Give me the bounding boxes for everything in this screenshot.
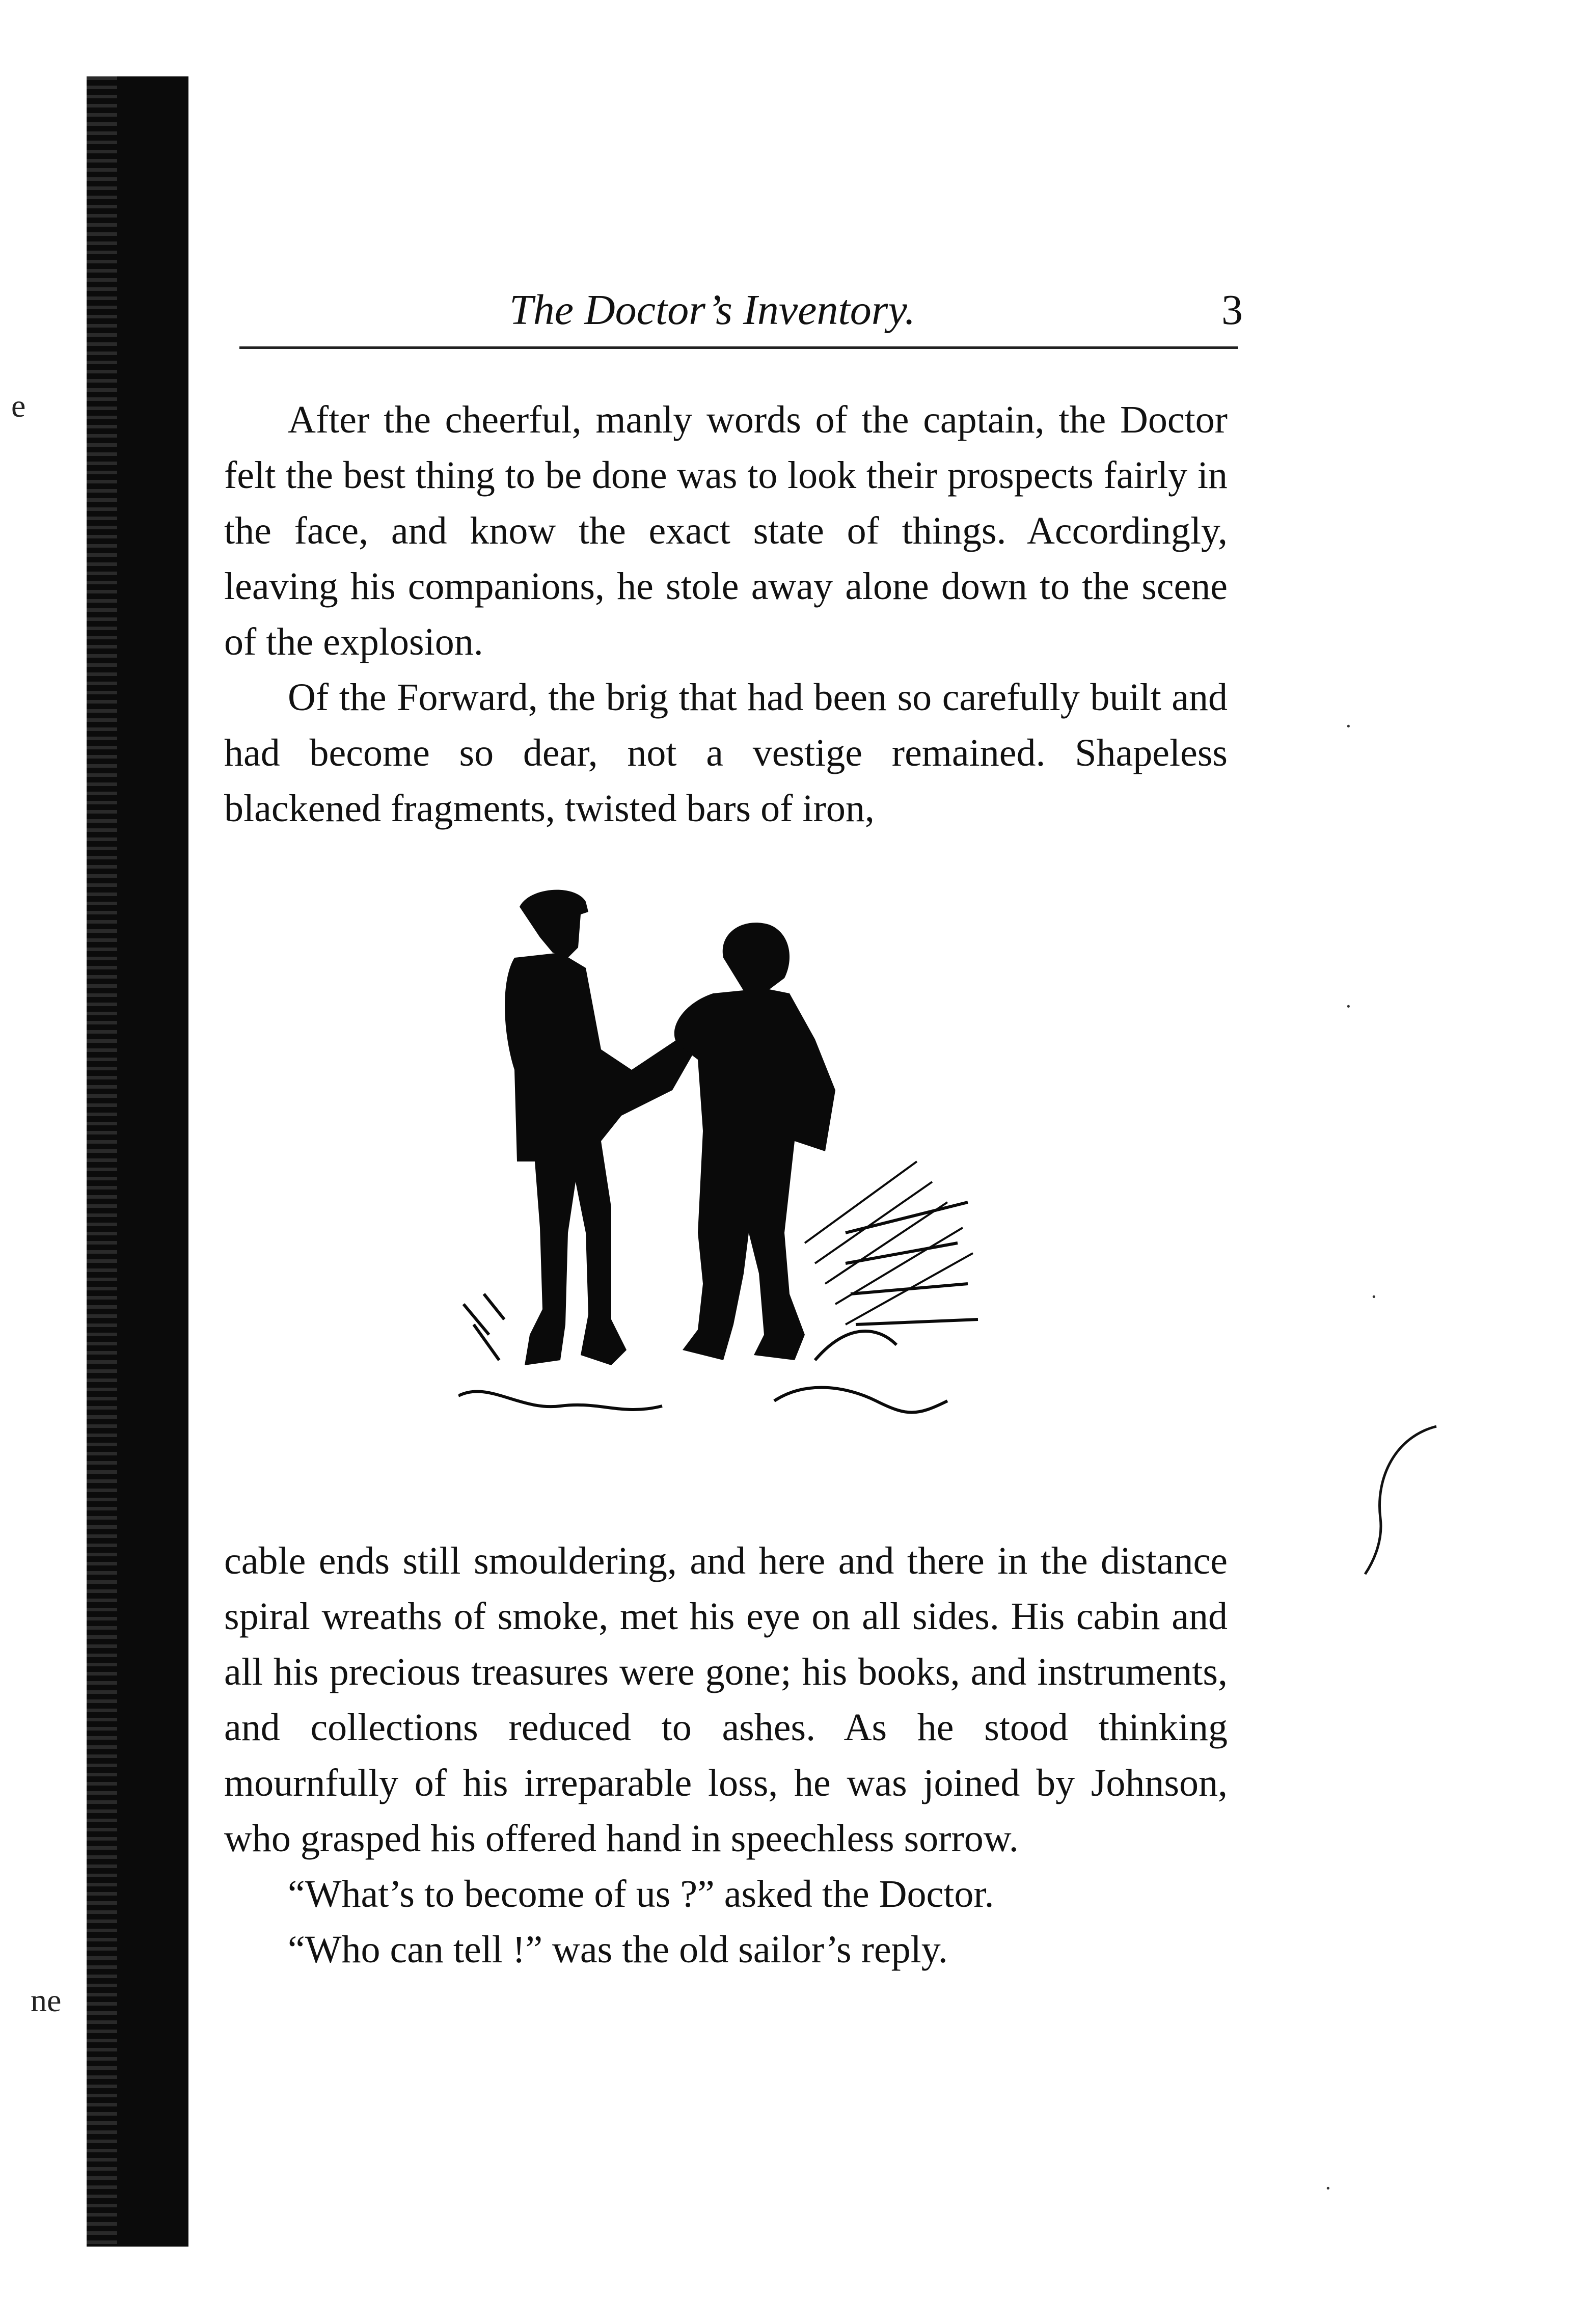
margin-fragment-e: e [11,388,26,424]
dialogue-line-1: “What’s to become of us ?” asked the Doctor. [288,1873,994,1915]
text-block-bottom [224,1533,1228,1978]
margin-speck: · [1324,2176,1332,2201]
book-spine-shadow [87,76,188,2247]
text-block-top [224,392,1228,836]
paragraph-2-top: Of the Forward, the brig that had been so carefully built and had become so dear, not a vestige remained. Shapeless blackened fragments, twisted bars of iron, [224,676,1228,830]
margin-speck: · [1370,1284,1378,1309]
paragraph-2-bottom: cable ends still smouldering, and here and there in the distance spiral wreaths of smoke, met his eye on all sides. His cabin and all his precious treasures were gone; his books, and instruments, and collections reduced to ashes. As he stood thinking mournfully of his irreparable loss, he was joined by Johnson, who grasped his offered hand in speechless sorrow. [224,1539,1228,1860]
margin-speck: · [1345,994,1352,1019]
figure-left [505,890,693,1365]
header-rule [239,346,1238,349]
paragraph-1: After the cheerful, manly words of the captain, the Doctor felt the best thing to be done was to look their prospects fairly in the face, and know the exact state of things. Accordingly, leaving his companions, he stole away alone down to the scene of the explosion. [224,398,1228,663]
illustration-two-figures [458,876,998,1467]
margin-pencil-mark [1345,1416,1447,1579]
figure-right [674,923,835,1360]
running-head [219,285,1258,336]
margin-speck: · [1345,714,1352,739]
debris-hatching [805,1161,973,1325]
dialogue-line-2: “Who can tell !” was the old sailor’s reply. [288,1928,948,1971]
page-number: 3 [1221,286,1243,334]
running-head-title: The Doctor’s Inventory. [509,286,916,334]
margin-fragment-ne: ne [31,1982,62,2018]
